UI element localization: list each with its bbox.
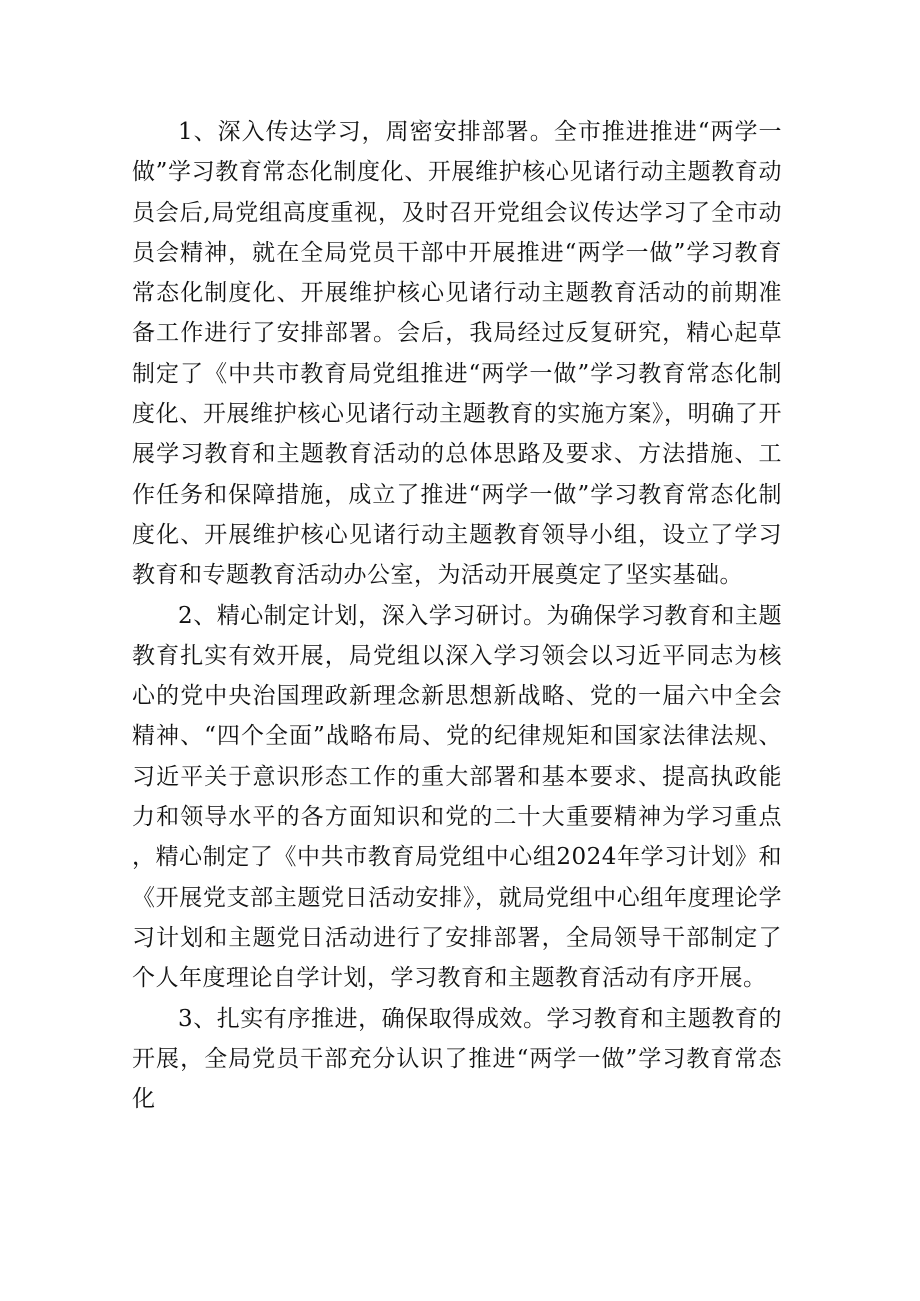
paragraph-2: 2、精心制定计划，深入学习研讨。为确保学习教育和主题教育扎实有效开展，局党组以深入学习领会以习近平同志为核心的党中央治国理政新理念新思想新战略、党的一届六中全会精神、“四个全面”战略布局、党的纪律规矩和国家法律法规、习近平关于意识形态工作的重大部署和基本要求、提高执政能力和领导水平的各方面知识和党的二十大重要精神为学习重点，精心制定了《中共市教育局党组中心组2024年学习计划》和《开展党支部主题党日活动安排》，就局党组中心组年度理论学习计划和主题党日活动进行了安排部署，全局领导干部制定了个人年度理论自学计划，学习教育和主题教育活动有序开展。 bbox=[132, 602, 782, 992]
paragraph-1: 1、深入传达学习，周密安排部署。全市推进推进“两学一做”学习教育常态化制度化、开展维护核心见诸行动主题教育动员会后,局党组高度重视，及时召开党组会议传达学习了全市动员会精神，就在全局党员干部中开展推进“两学一做”学习教育常态化制度化、开展维护核心见诸行动主题教育活动的前期准备工作进行了安排部署。会后，我局经过反复研究，精心起草制定了《中共市教育局党组推进“两学一做”学习教育常态化制度化、开展维护核心见诸行动主题教育的实施方案》，明确了开展学习教育和主题教育活动的总体思路及要求、方法措施、工作任务和保障措施，成立了推进“两学一做”学习教育常态化制度化、开展维护核心见诸行动主题教育领导小组，设立了学习教育和专题教育活动办公室，为活动开展奠定了坚实基础。 bbox=[132, 119, 782, 589]
paragraph-3: 3、扎实有序推进，确保取得成效。学习教育和主题教育的开展，全局党员干部充分认识了推进“两学一做”学习教育常态化 bbox=[132, 1005, 782, 1113]
document-body bbox=[132, 112, 782, 1119]
